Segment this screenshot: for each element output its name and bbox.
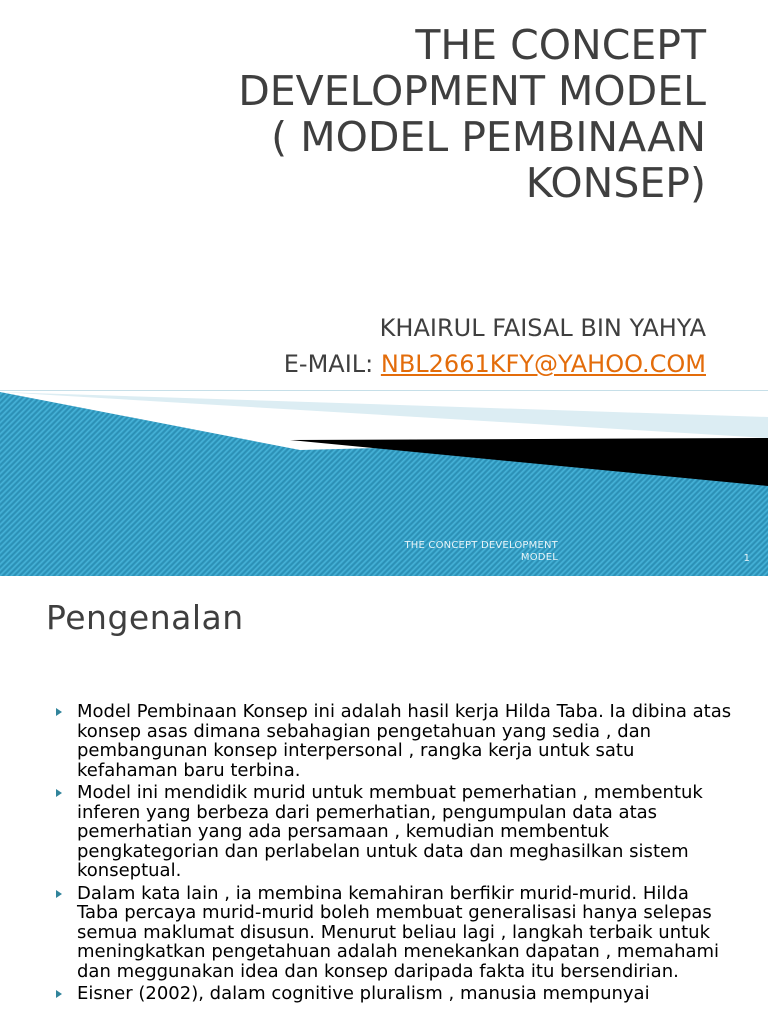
list-item: [54, 884, 734, 982]
bullet-text: Model ini mendidik murid untuk membuat pemerhatian , membentuk inferen yang berbeza dari pemerhatian, pengumpulan data atas pemerhatian yang ada persamaan , kemudian membentuk pengkategorian dan perlabelan untuk data dan meghasilkan sistem konseptual.: [77, 782, 703, 881]
triangle-bullet-icon: [56, 789, 62, 797]
list-item: [54, 984, 734, 1004]
slide-subtitle: [86, 310, 706, 382]
list-item: [54, 783, 734, 881]
slide-number: 1: [743, 553, 750, 564]
footer-line: MODEL: [520, 552, 558, 563]
email-line: [86, 346, 706, 382]
list-item: [54, 702, 734, 780]
title-line: ( MODEL PEMBINAAN: [271, 113, 706, 161]
author-name: KHAIRUL FAISAL BIN YAHYA: [379, 314, 706, 342]
triangle-bullet-icon: [56, 890, 62, 898]
slide-heading: Pengenalan: [46, 598, 244, 637]
bullet-list: [54, 702, 734, 1007]
slide-title: [66, 22, 706, 206]
bullet-text: Dalam kata lain , ia membina kemahiran berfikir murid-murid. Hilda Taba percaya murid-murid boleh membuat generalisasi hanya selepas semua maklumat disusun. Menurut beliau lagi , langkah terbaik untuk meningkatkan pengetahuan adalah menekankan dapatan , memahami dan meggunakan idea dan konsep daripada fakta itu bersendirian.: [77, 882, 720, 982]
title-line: KONSEP): [525, 159, 706, 207]
content-slide: [0, 576, 768, 1024]
email-link[interactable]: NBL2661KFY@YAHOO.COM: [380, 350, 706, 378]
title-line: DEVELOPMENT MODEL: [238, 67, 706, 115]
divider: [0, 390, 768, 391]
slide-footer: [360, 540, 558, 564]
triangle-bullet-icon: [56, 990, 62, 998]
title-line: THE CONCEPT: [415, 21, 706, 69]
bullet-text: Model Pembinaan Konsep ini adalah hasil kerja Hilda Taba. Ia dibina atas konsep asas dimana sebahagian pengetahuan yang sedia , dan pembangunan konsep interpersonal , rangka kerja untuk satu kefahaman baru terbina.: [77, 701, 732, 781]
bullet-text: Eisner (2002), dalam cognitive pluralism , manusia mempunyai: [77, 983, 650, 1004]
email-label: E-MAIL:: [283, 350, 381, 378]
triangle-bullet-icon: [56, 708, 62, 716]
footer-line: THE CONCEPT DEVELOPMENT: [404, 540, 558, 551]
